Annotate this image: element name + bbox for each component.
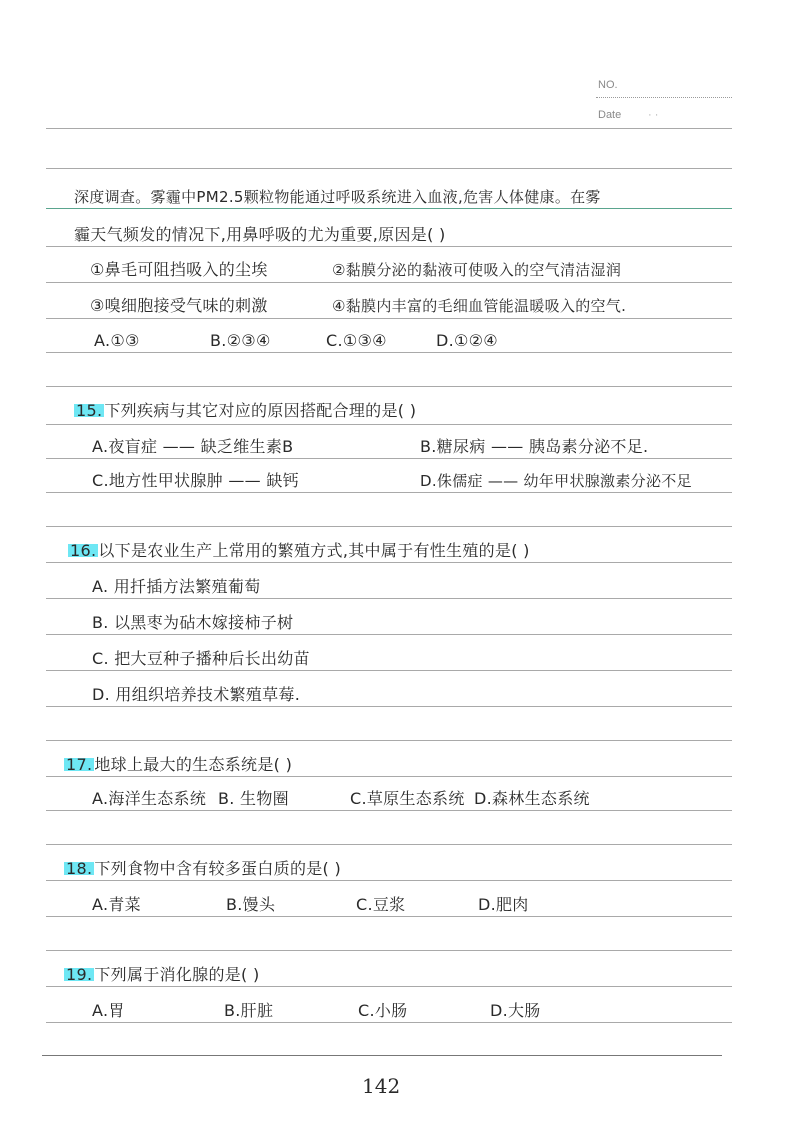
ruled-line	[46, 458, 732, 459]
ruled-line	[46, 246, 732, 247]
q15-option-b: B.糖尿病 —— 胰岛素分泌不足.	[420, 437, 649, 456]
ruled-line	[46, 1022, 732, 1023]
q19-option-b: B.肝脏	[224, 1001, 274, 1020]
q18-option-a: A.青菜	[92, 895, 141, 914]
ruled-line	[46, 562, 732, 563]
q14-option-a: A.①③	[94, 331, 140, 350]
ruled-line	[46, 424, 732, 425]
q18-number: 18.	[66, 859, 93, 878]
ruled-line	[46, 950, 732, 951]
date-label: Date	[598, 109, 622, 121]
q15-option-d: D.侏儒症 —— 幼年甲状腺激素分泌不足	[420, 472, 692, 490]
ruled-line	[46, 670, 732, 671]
q16-number: 16.	[70, 541, 97, 560]
ruled-line	[46, 986, 732, 987]
ruled-line	[46, 880, 732, 881]
ruled-line	[46, 168, 732, 169]
q14-option-c: C.①③④	[326, 331, 387, 350]
ruled-line	[46, 916, 732, 917]
q14-option-b: B.②③④	[210, 331, 271, 350]
q15-option-c: C.地方性甲状腺肿 —— 缺钙	[92, 471, 299, 490]
ruled-line	[46, 208, 732, 209]
ruled-line	[46, 128, 732, 129]
ruled-line	[46, 598, 732, 599]
q19-option-d: D.大肠	[490, 1001, 541, 1020]
q16-stem	[68, 540, 530, 562]
q17-option-b: B. 生物圈	[218, 789, 289, 808]
q19-number: 19.	[66, 965, 93, 984]
ruled-line	[46, 844, 732, 845]
ruled-line	[46, 740, 732, 741]
q14-line-2: 霾天气频发的情况下,用鼻呼吸的尤为重要,原因是( )	[74, 225, 446, 244]
q16-option-b: B. 以黑枣为砧木嫁接柿子树	[92, 613, 294, 632]
ruled-line	[46, 352, 732, 353]
ruled-line	[46, 318, 732, 319]
q17-option-d: D.森林生态系统	[474, 789, 590, 808]
q17-option-a: A.海洋生态系统	[92, 789, 207, 808]
q17-option-c: C.草原生态系统	[350, 789, 465, 808]
q16-stem-text: 以下是农业生产上常用的繁殖方式,其中属于有性生殖的是( )	[98, 541, 530, 560]
q17-stem-text: 地球上最大的生态系统是( )	[94, 755, 293, 774]
q16-option-a: A. 用扦插方法繁殖葡萄	[92, 577, 261, 596]
q18-stem	[64, 858, 341, 880]
q19-option-a: A.胃	[92, 1001, 125, 1020]
ruled-line	[46, 810, 732, 811]
no-label: NO.	[598, 79, 618, 91]
q14-option-d: D.①②④	[436, 331, 498, 350]
q14-item-3: ③嗅细胞接受气味的刺激	[90, 296, 268, 315]
q15-stem	[74, 400, 416, 422]
q18-option-b: B.馒头	[226, 895, 276, 914]
q19-stem	[64, 964, 260, 986]
ruled-line	[42, 1055, 722, 1056]
date-dots: · ·	[648, 109, 659, 121]
q15-option-a: A.夜盲症 —— 缺乏维生素B	[92, 437, 294, 456]
q14-line-1: 深度调查。雾霾中PM2.5颗粒物能通过呼吸系统进入血液,危害人体健康。在雾	[74, 188, 601, 206]
ruled-line	[46, 386, 732, 387]
q18-option-d: D.肥肉	[478, 895, 529, 914]
q17-stem	[64, 754, 292, 776]
q15-number: 15.	[76, 401, 103, 420]
page-number: 142	[362, 1074, 401, 1098]
q19-option-c: C.小肠	[358, 1001, 408, 1020]
ruled-line	[46, 706, 732, 707]
q14-item-2: ②黏膜分泌的黏液可使吸入的空气清洁湿润	[332, 261, 622, 279]
q16-option-c: C. 把大豆种子播种后长出幼苗	[92, 649, 310, 668]
ruled-line	[46, 492, 732, 493]
ruled-line	[46, 634, 732, 635]
q18-stem-text: 下列食物中含有较多蛋白质的是( )	[94, 859, 342, 878]
q15-stem-text: 下列疾病与其它对应的原因搭配合理的是( )	[104, 401, 417, 420]
ruled-line	[46, 776, 732, 777]
ruled-line	[46, 282, 732, 283]
q19-stem-text: 下列属于消化腺的是( )	[94, 965, 260, 984]
q16-option-d: D. 用组织培养技术繁殖草莓.	[92, 685, 301, 704]
ruled-line	[46, 526, 732, 527]
q17-number: 17.	[66, 755, 93, 774]
no-line	[596, 97, 732, 98]
q14-item-4: ④黏膜内丰富的毛细血管能温暖吸入的空气.	[332, 297, 627, 315]
q14-item-1: ①鼻毛可阻挡吸入的尘埃	[90, 260, 268, 279]
q18-option-c: C.豆浆	[356, 895, 406, 914]
